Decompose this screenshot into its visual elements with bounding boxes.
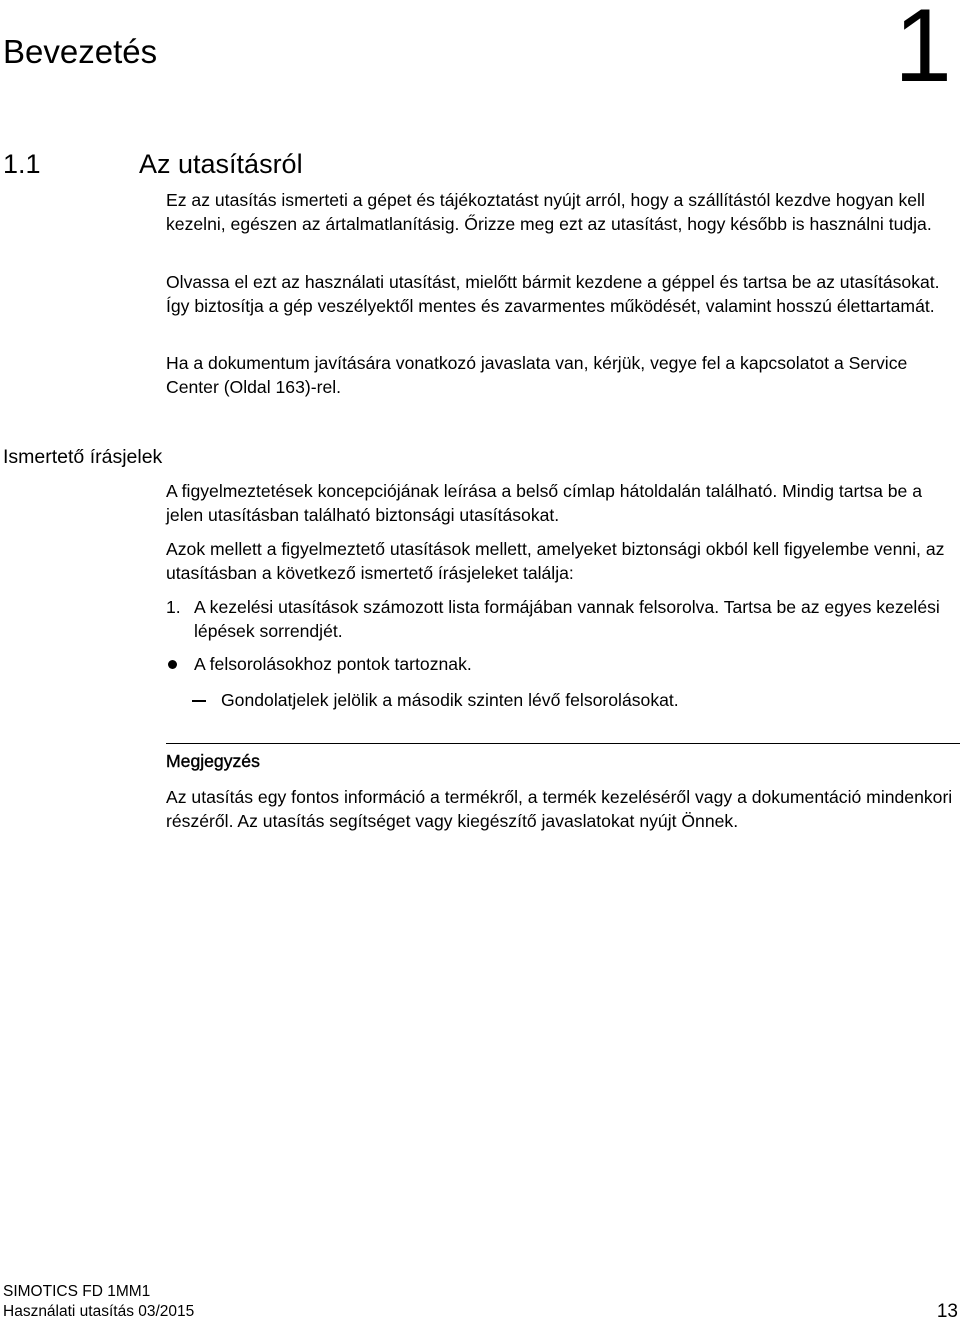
- note-divider: [166, 743, 960, 744]
- section-title: Az utasításról: [139, 149, 303, 179]
- bullet-list-item: [166, 652, 960, 676]
- chapter-title: Bevezetés: [3, 33, 158, 70]
- dash-item-text: Gondolatjelek jelölik a második szinten lévő felsorolásokat.: [221, 690, 679, 710]
- note-heading: Megjegyzés: [166, 751, 260, 771]
- bullet-dot-icon: [168, 660, 177, 669]
- warning-concept-paragraph: A figyelmeztetések koncepciójának leírása a belső címlap hátoldalán található. Mindig tartsa be a jelen utasításban található biztonsági utasításokat.: [166, 481, 922, 525]
- note-text: Az utasítás egy fontos információ a termékről, a termék kezeléséről vagy a dokumentáció mindenkori részéről. Az utasítás segítséget vagy kiegészítő javaslatokat nyújt Önnek.: [166, 787, 953, 831]
- service-center-paragraph: Ha a dokumentum javítására vonatkozó javaslata van, kérjük, vegye fel a kapcsolatot a Service Center (Oldal 163)-rel.: [166, 353, 908, 397]
- section-number: 1.1: [3, 149, 41, 179]
- chapter-number: 1: [894, 0, 952, 104]
- intro-paragraph: Ez az utasítás ismerteti a gépet és tájékoztatást nyújt arról, hogy a szállítástól kezdve hogyan kell kezelni, egészen az ártalmatlanításig. Őrizze meg ezt az utasítást, hogy később is használni tudja.: [166, 190, 932, 234]
- numbered-list-item: [166, 595, 960, 643]
- section-heading: [3, 144, 303, 184]
- numbered-item-text: A kezelési utasítások számozott lista formájában vannak felsorolva. Tartsa be az egyes kezelési lépések sorrendjét.: [194, 597, 940, 641]
- footer-manual: Használati utasítás 03/2015: [3, 1303, 195, 1320]
- page-number: 13: [936, 1301, 958, 1322]
- list-number: 1.: [166, 597, 181, 617]
- footer-product: SIMOTICS FD 1MM1: [3, 1283, 151, 1300]
- dash-icon: [192, 700, 206, 702]
- symbols-intro-paragraph: Azok mellett a figyelmeztető utasítások mellett, amelyeket biztonsági okból kell figyelembe venni, az utasításban a következő ismertető írásjeleket találja:: [166, 539, 945, 583]
- dash-list-item: [166, 688, 960, 712]
- bullet-item-text: A felsorolásokhoz pontok tartoznak.: [194, 654, 472, 674]
- symbols-heading: Ismertető írásjelek: [3, 446, 163, 468]
- read-instructions-paragraph: Olvassa el ezt az használati utasítást, mielőtt bármit kezdene a géppel és tartsa be az utasításokat. Így biztosítja a gép veszélyektől mentes és zavarmentes működését, valamint hosszú élettartamát.: [166, 272, 940, 316]
